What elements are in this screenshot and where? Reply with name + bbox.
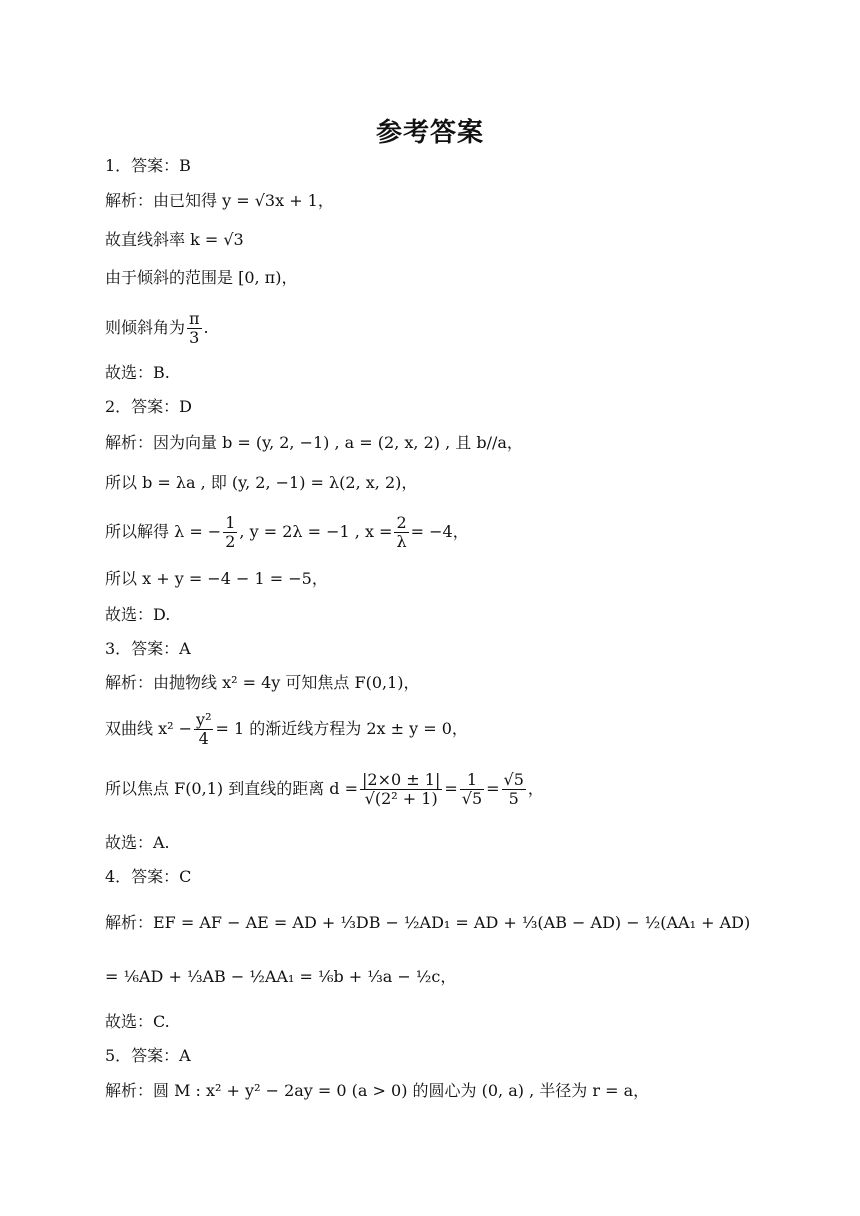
fraction <box>460 771 484 808</box>
fraction-denominator: λ <box>396 532 407 551</box>
fraction-numerator: 1 <box>225 513 236 532</box>
q1-line-4 <box>105 310 209 347</box>
q3-line-3 <box>105 771 544 808</box>
q4-answer: 4．答案：C <box>105 867 192 886</box>
q2-answer: 2．答案：D <box>105 397 193 416</box>
q2-line-3-text: 所以解得 λ = − <box>105 522 222 541</box>
fraction-denominator: √(2² + 1) <box>364 789 438 808</box>
fraction-denominator: √5 <box>461 789 483 808</box>
fraction <box>360 771 442 808</box>
fraction-denominator: 4 <box>198 729 209 748</box>
fraction-numerator: π <box>189 309 200 328</box>
fraction-denominator: 5 <box>508 789 519 808</box>
fraction <box>187 310 202 347</box>
q1-line-3: 由于倾斜的范围是 [0, π)， <box>105 268 298 287</box>
q3-conclusion: 故选：A. <box>105 833 170 852</box>
fraction-denominator: 3 <box>189 328 200 347</box>
q3-line-2 <box>105 711 468 748</box>
q4-line-1: 解析：EF = AF − AE = AD + ⅓DB − ½AD₁ = AD + ⅓(AB − AD) − ½(AA₁ + AD) <box>105 913 751 932</box>
fraction <box>194 711 213 748</box>
q1-line-1: 解析：由已知得 y = √3x + 1， <box>105 191 334 210</box>
fraction-numerator: 2 <box>396 513 407 532</box>
q3-line-2-end: = 1 的渐近线方程为 2x ± y = 0， <box>215 719 468 738</box>
q3-line-3-end: ， <box>527 779 544 798</box>
fraction <box>223 514 237 551</box>
q1-answer: 1．答案：B <box>105 156 191 175</box>
fraction-numerator: √5 <box>503 770 524 789</box>
q2-line-1: 解析：因为向量 b = (y, 2, −1) , a = (2, x, 2) , 且 b//a， <box>105 433 523 452</box>
q1-conclusion: 故选：B. <box>105 363 170 382</box>
q5-answer: 5．答案：A <box>105 1046 191 1065</box>
q3-line-1: 解析：由抛物线 x² = 4y 可知焦点 F(0,1)， <box>105 673 420 692</box>
q1-line-4-text: 则倾斜角为 <box>105 318 186 337</box>
page-title: 参考答案 <box>375 118 484 148</box>
fraction <box>502 771 526 808</box>
q4-conclusion: 故选：C. <box>105 1012 170 1031</box>
q1-line-2: 故直线斜率 k = √3 <box>105 230 244 249</box>
q3-line-3-text: 所以焦点 F(0,1) 到直线的距离 d = <box>105 779 359 798</box>
q2-line-4: 所以 x + y = −4 − 1 = −5， <box>105 569 328 588</box>
q3-line-2-text: 双曲线 x² − <box>105 719 193 738</box>
q2-line-3-end: = −4， <box>410 522 469 541</box>
fraction <box>394 514 408 551</box>
q2-line-3-mid: , y = 2λ = −1 , x = <box>239 522 393 541</box>
fraction-numerator: |2×0 ± 1| <box>362 770 441 789</box>
fraction-numerator: y² <box>196 710 212 729</box>
q2-conclusion: 故选：D. <box>105 605 171 624</box>
fraction-denominator: 2 <box>225 532 236 551</box>
q2-line-3 <box>105 514 469 551</box>
q3-answer: 3．答案：A <box>105 639 191 658</box>
q1-line-4-end: . <box>203 318 209 337</box>
q5-line-1: 解析：圆 M : x² + y² − 2ay = 0 (a > 0) 的圆心为 (0, a) , 半径为 r = a， <box>105 1081 650 1100</box>
q4-line-2: = ⅙AD + ⅓AB − ½AA₁ = ⅙b + ⅓a − ½c， <box>105 967 457 986</box>
fraction-numerator: 1 <box>460 771 484 790</box>
equals-sign: = <box>486 779 500 798</box>
q2-line-2: 所以 b = λa , 即 (y, 2, −1) = λ(2, x, 2)， <box>105 473 418 492</box>
equals-sign: = <box>444 779 458 798</box>
